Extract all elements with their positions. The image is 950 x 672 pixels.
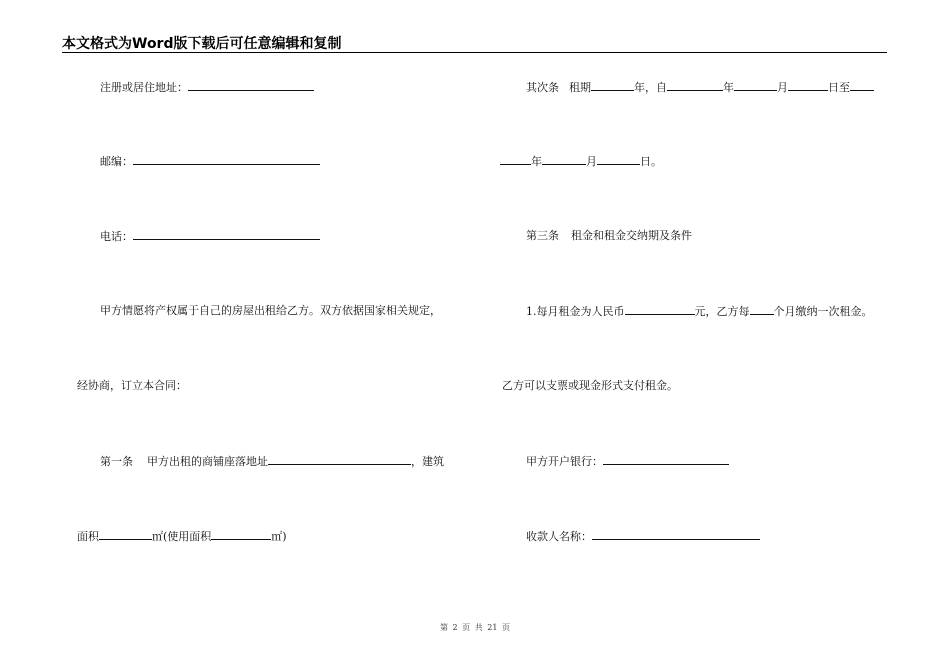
phone-blank bbox=[133, 229, 320, 240]
footer-total-pages: 21 bbox=[487, 623, 498, 632]
end-year-blank bbox=[500, 154, 531, 165]
article-2-line bbox=[526, 80, 874, 95]
article-3-line bbox=[526, 229, 692, 243]
registered-address-line bbox=[100, 80, 314, 95]
footer-page-number: 2 bbox=[452, 623, 458, 632]
postcode-line bbox=[100, 154, 320, 169]
start-month-blank bbox=[734, 80, 777, 91]
area-line bbox=[77, 529, 287, 544]
article-3-text: 租金和租金交纳期及条件 bbox=[571, 229, 692, 242]
monthly-rent-amount-blank bbox=[625, 304, 695, 315]
building-area-blank bbox=[99, 529, 152, 540]
area-close: ㎡) bbox=[271, 530, 287, 543]
footer-page-unit: 页 bbox=[462, 623, 471, 632]
lease-end-line bbox=[500, 154, 662, 169]
article-1-text: 甲方出租的商铺座落地址 bbox=[147, 455, 268, 468]
end-month-blank bbox=[542, 154, 586, 165]
monthly-rent-text-a: 1.每月租金为人民币 bbox=[526, 305, 625, 318]
start-year-unit: 年 bbox=[723, 81, 734, 94]
payment-interval-blank bbox=[750, 304, 774, 315]
statement-paragraph-line-2: 经协商，订立本合同： bbox=[77, 379, 187, 392]
statement-paragraph-line-1: 甲方情愿将产权属于自己的房屋出租给乙方。双方依据国家相关规定， bbox=[100, 304, 441, 317]
end-year-blank-a bbox=[850, 80, 874, 91]
usable-area-blank bbox=[211, 529, 271, 540]
area-unit: ㎡(使用面积 bbox=[152, 530, 212, 543]
phone-label: 电话： bbox=[100, 230, 133, 243]
lease-years-text: 年，自 bbox=[634, 81, 667, 94]
article-3-label: 第三条 bbox=[526, 229, 559, 242]
start-day-to: 日至 bbox=[828, 81, 850, 94]
lease-years-blank bbox=[591, 80, 634, 91]
bank-blank bbox=[603, 454, 729, 465]
end-year-unit: 年 bbox=[531, 155, 542, 168]
monthly-rent-text-b: 元，乙方每 bbox=[694, 305, 750, 318]
payee-label: 收款人名称： bbox=[526, 530, 592, 543]
payee-blank bbox=[592, 529, 760, 540]
article-1-suffix: ，建筑 bbox=[411, 455, 444, 468]
payee-line bbox=[526, 529, 760, 544]
document-header-title: 本文格式为Word版下载后可任意编辑和复制 bbox=[62, 36, 342, 52]
footer-prefix: 第 bbox=[439, 623, 448, 632]
article-1-label: 第一条 bbox=[100, 455, 133, 468]
postcode-blank bbox=[133, 154, 320, 165]
page-footer bbox=[0, 622, 950, 633]
registered-address-blank bbox=[188, 80, 314, 91]
footer-total-unit: 页 bbox=[502, 623, 510, 632]
start-month-unit: 月 bbox=[777, 81, 788, 94]
bank-label: 甲方开户银行： bbox=[526, 455, 603, 468]
start-year-blank bbox=[667, 80, 723, 91]
article-2-label: 其次条 bbox=[526, 81, 559, 94]
area-label: 面积 bbox=[77, 530, 99, 543]
end-day-blank bbox=[597, 154, 640, 165]
registered-address-label: 注册或居住地址： bbox=[100, 81, 188, 94]
postcode-label: 邮编： bbox=[100, 155, 133, 168]
monthly-rent-text-c: 个月缴纳一次租金。 bbox=[773, 305, 873, 318]
lease-term-label: 租期 bbox=[569, 81, 591, 94]
payment-method-line: 乙方可以支票或现金形式支付租金。 bbox=[502, 379, 678, 392]
start-day-blank bbox=[788, 80, 828, 91]
end-month-unit: 月 bbox=[586, 155, 597, 168]
footer-total-prefix: 共 bbox=[474, 623, 483, 632]
end-day-unit: 日。 bbox=[640, 155, 662, 168]
header-divider bbox=[62, 52, 887, 53]
phone-line bbox=[100, 229, 320, 244]
shop-address-blank bbox=[268, 454, 411, 465]
bank-line bbox=[526, 454, 729, 469]
monthly-rent-line bbox=[526, 304, 873, 319]
article-1-line bbox=[100, 454, 444, 469]
